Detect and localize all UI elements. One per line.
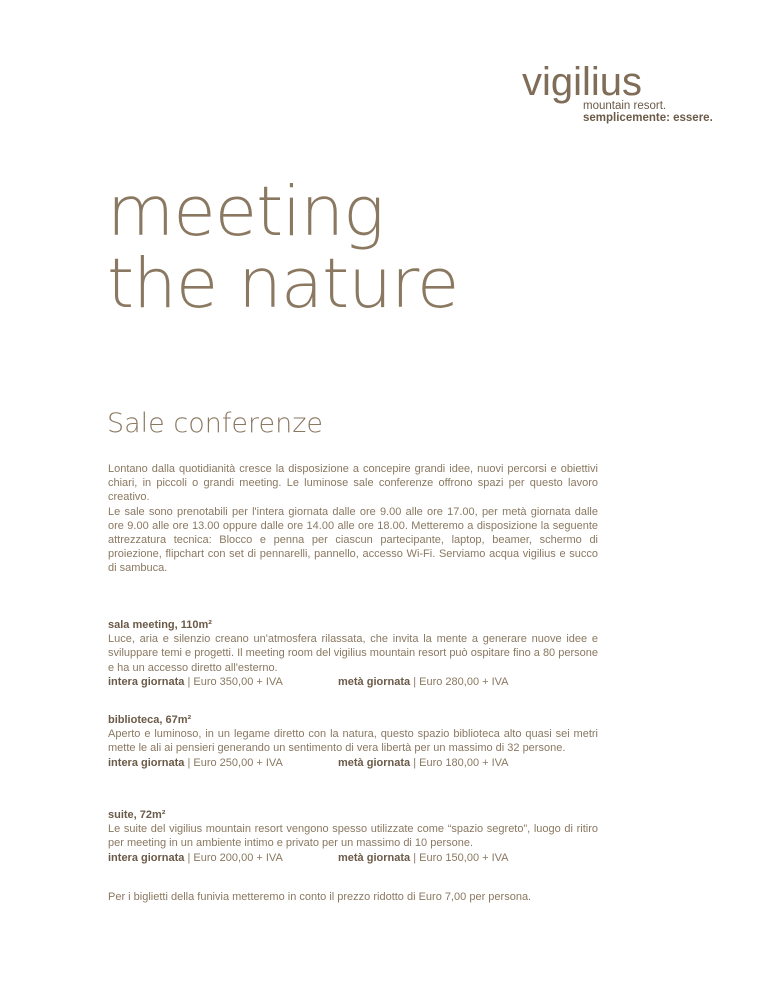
- logo-tagline-2: semplicemente: essere.: [583, 112, 713, 124]
- half-day-value: Euro 280,00 + IVA: [419, 675, 509, 688]
- half-day-price: [338, 851, 509, 865]
- separator: |: [187, 756, 191, 769]
- half-day-label: metà giornata: [338, 756, 411, 769]
- brand-logo: [522, 62, 722, 124]
- room-block-library: [108, 713, 598, 770]
- separator: |: [413, 756, 417, 769]
- footer-text: Per i biglietti della funivia metteremo in conto il prezzo ridotto di Euro 7,00 per persona.: [108, 891, 532, 903]
- hero-line-2: the nature: [107, 244, 459, 324]
- room-title: biblioteca, 67m²: [108, 714, 192, 726]
- full-day-price: [108, 756, 338, 770]
- price-row: [108, 675, 598, 689]
- room-title: suite, 72m²: [108, 809, 166, 821]
- full-day-price: [108, 675, 338, 689]
- full-day-value: Euro 250,00 + IVA: [193, 756, 283, 769]
- intro-text: [108, 462, 598, 576]
- room-block-suite: [108, 808, 598, 865]
- full-day-label: intera giornata: [108, 756, 185, 769]
- separator: |: [413, 851, 417, 864]
- half-day-price: [338, 756, 509, 770]
- intro-paragraph-2: Le sale sono prenotabili per l'intera giornata dalle ore 9.00 alle ore 17.00, per metà giornata dalle ore 9.00 alle ore 13.00 oppure dalle ore 14.00 alle ore 18.00. Metteremo a disposizione la seguente attrezzatura tecnica: Blocco e penna per ciascun partecipante, laptop, beamer, schermo di proiezione, flipchart con set di pennarelli, pannello, accesso Wi-Fi. Serviamo acqua vigilius e succo di sambuca.: [108, 505, 598, 575]
- price-row: [108, 851, 598, 865]
- half-day-price: [338, 675, 509, 689]
- separator: |: [413, 675, 417, 688]
- separator: |: [187, 851, 191, 864]
- half-day-value: Euro 150,00 + IVA: [419, 851, 509, 864]
- room-block-meeting: [108, 618, 598, 689]
- footer-note: [108, 890, 598, 904]
- half-day-value: Euro 180,00 + IVA: [419, 756, 509, 769]
- room-description: Aperto e luminoso, in un legame diretto con la natura, questo spazio biblioteca alto quasi sei metri mette le ali ai pensieri generando un sentimento di vera libertà per un massimo di 32 persone.: [108, 728, 598, 755]
- logo-tagline-1: mountain resort.: [583, 100, 667, 112]
- intro-paragraph-1: Lontano dalla quotidianità cresce la disposizione a concepire grandi idee, nuovi percorsi e obiettivi chiari, in piccoli o grandi meeting. Le luminose sale conferenze offrono spazi per questo lavoro creativo.: [108, 463, 598, 504]
- room-description: Luce, aria e silenzio creano un'atmosfera rilassata, che invita la mente a generare nuove idee e sviluppare temi e progetti. Il meeting room del vigilius mountain resort può ospitare fino a 80 persone e ha un accesso diretto all'esterno.: [108, 633, 598, 674]
- half-day-label: metà giornata: [338, 675, 411, 688]
- hero-line-1: meeting: [107, 172, 384, 252]
- half-day-label: metà giornata: [338, 851, 411, 864]
- full-day-price: [108, 851, 338, 865]
- room-title: sala meeting, 110m²: [108, 619, 212, 631]
- full-day-label: intera giornata: [108, 851, 185, 864]
- price-row: [108, 756, 598, 770]
- logo-wordmark: vigilius: [522, 60, 643, 104]
- full-day-label: intera giornata: [108, 675, 185, 688]
- full-day-value: Euro 350,00 + IVA: [193, 675, 283, 688]
- section-title: Sale conferenze: [107, 408, 323, 439]
- separator: |: [187, 675, 191, 688]
- hero-heading: [107, 172, 459, 324]
- room-description: Le suite del vigilius mountain resort vengono spesso utilizzate come “spazio segreto”, luogo di ritiro per meeting in un ambiente intimo e privato per un massimo di 10 persone.: [108, 823, 598, 850]
- full-day-value: Euro 200,00 + IVA: [193, 851, 283, 864]
